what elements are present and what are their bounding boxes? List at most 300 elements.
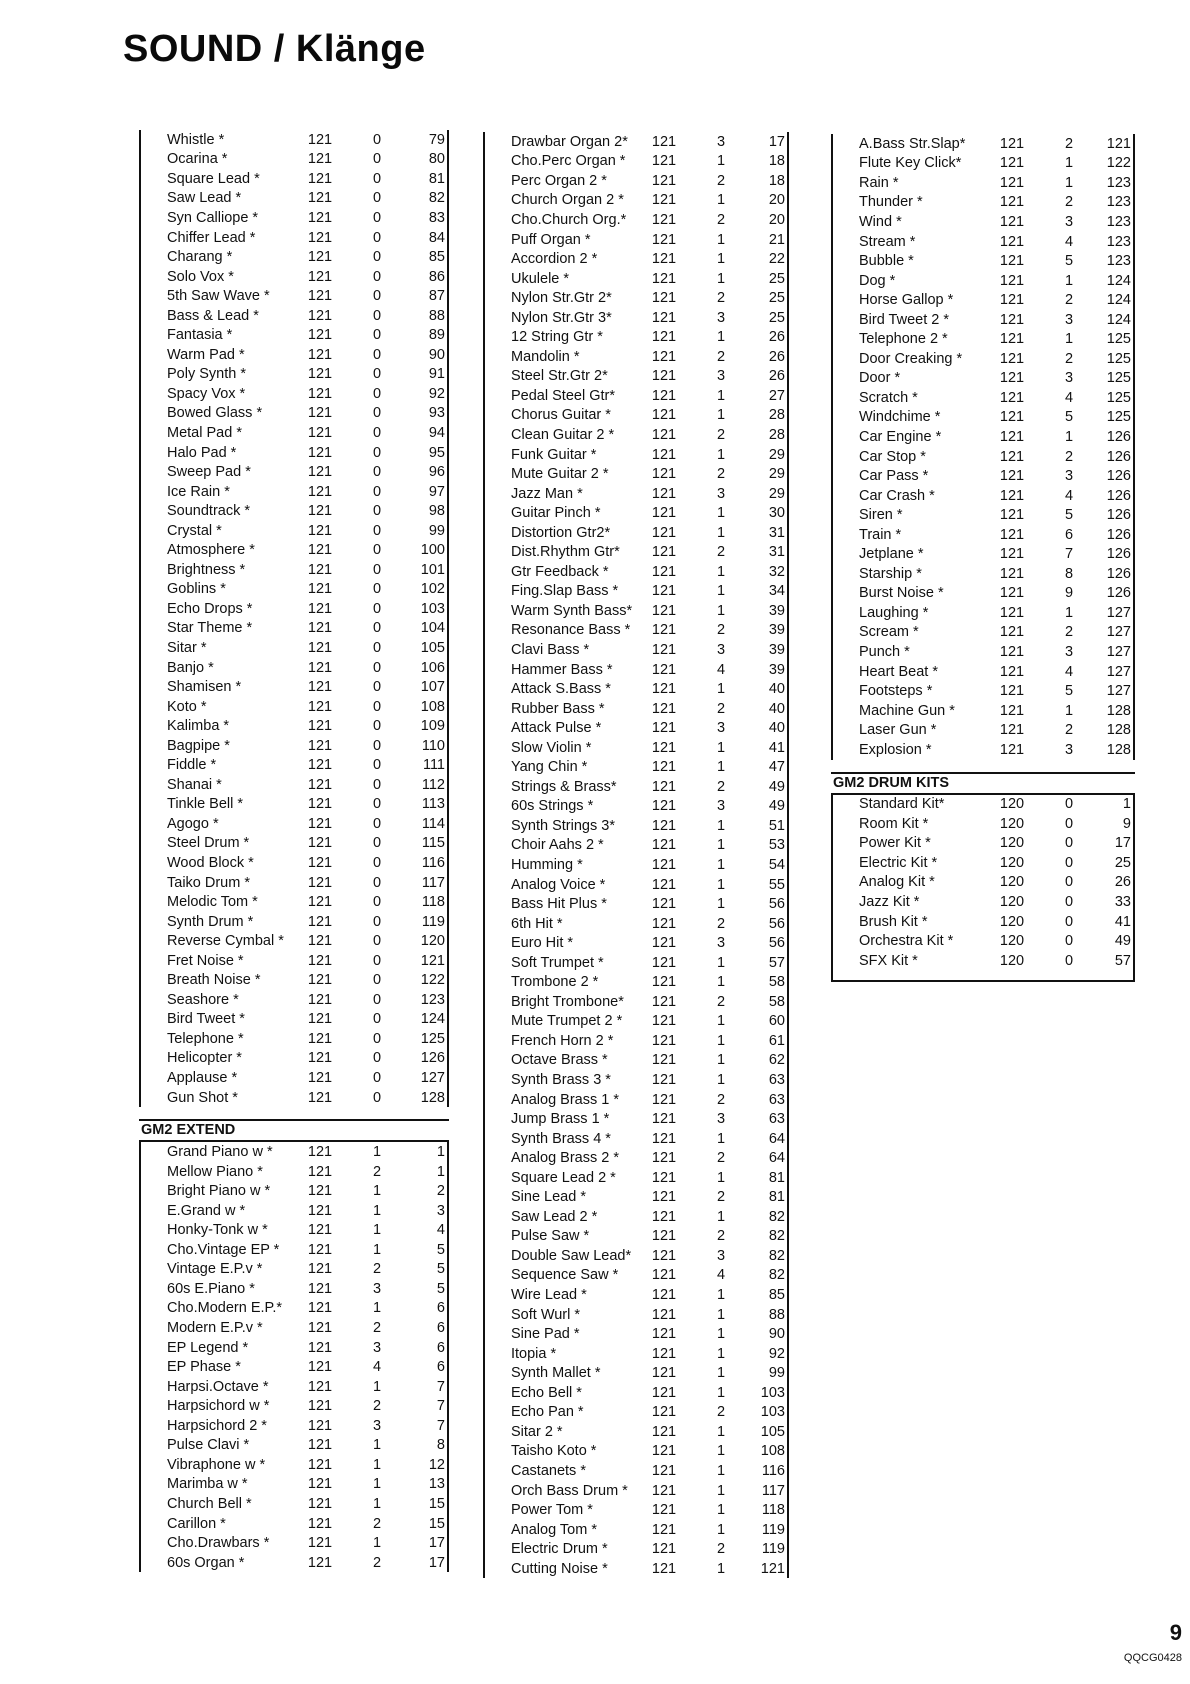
table-row	[141, 756, 447, 776]
table-row	[141, 697, 447, 717]
table-row	[141, 892, 447, 912]
sound-name: Chiffer Lead *	[167, 229, 256, 246]
program-number: 97	[428, 483, 445, 500]
sound-name: Pedal Steel Gtr*	[511, 387, 615, 404]
table-row	[485, 347, 787, 367]
bank-lsb: 1	[1064, 272, 1074, 289]
table-row	[833, 310, 1133, 330]
table-row	[485, 1148, 787, 1168]
sound-name: Brush Kit *	[859, 913, 928, 930]
sound-name: Electric Kit *	[859, 854, 938, 871]
bank-msb: 121	[307, 835, 333, 852]
bank-msb: 121	[999, 487, 1025, 504]
table-row	[141, 1260, 447, 1280]
sound-name: Attack S.Bass *	[511, 681, 611, 698]
program-number: 56	[768, 915, 785, 932]
gm-sounds-table	[139, 130, 449, 1107]
bank-lsb: 0	[372, 972, 382, 989]
column-2	[483, 132, 789, 1578]
table-row	[485, 1031, 787, 1051]
program-number: 123	[420, 991, 445, 1008]
bank-msb: 121	[307, 1202, 333, 1219]
bank-msb: 121	[651, 1306, 677, 1323]
bank-lsb: 1	[716, 1287, 726, 1304]
program-number: 62	[768, 1052, 785, 1069]
bank-lsb: 0	[372, 366, 382, 383]
bank-lsb: 1	[716, 1032, 726, 1049]
program-number: 123	[1106, 174, 1131, 191]
bank-lsb: 2	[716, 622, 726, 639]
sound-name: Analog Brass 2 *	[511, 1150, 620, 1167]
sound-name: Ocarina *	[167, 151, 228, 168]
sound-name: 60s Organ *	[167, 1554, 245, 1571]
bank-msb: 121	[651, 1032, 677, 1049]
table-row	[141, 795, 447, 815]
bank-lsb: 1	[716, 681, 726, 698]
table-row	[141, 540, 447, 560]
bank-lsb: 0	[1064, 933, 1074, 950]
bank-lsb: 0	[372, 796, 382, 813]
bank-lsb: 1	[1064, 702, 1074, 719]
program-number: 51	[768, 817, 785, 834]
program-number: 123	[1106, 253, 1131, 270]
bank-msb: 121	[999, 194, 1025, 211]
gm2-extend-table-continued-2	[831, 134, 1135, 760]
bank-msb: 121	[651, 1208, 677, 1225]
table-row	[485, 464, 787, 484]
bank-lsb: 0	[372, 483, 382, 500]
sound-name: EP Phase *	[167, 1359, 241, 1376]
program-number: 108	[420, 698, 445, 715]
program-number: 30	[768, 505, 785, 522]
sound-name: Mellow Piano *	[167, 1163, 263, 1180]
bank-msb: 121	[307, 1089, 333, 1106]
bank-lsb: 0	[372, 151, 382, 168]
bank-lsb: 3	[716, 935, 726, 952]
program-number: 126	[1106, 468, 1131, 485]
sound-name: Vibraphone w *	[167, 1456, 266, 1473]
sound-name: Room Kit *	[859, 815, 929, 832]
program-number: 124	[1106, 272, 1131, 289]
sound-name: Attack Pulse *	[511, 720, 602, 737]
sound-name: Yang Chin *	[511, 759, 588, 776]
sound-name: Agogo *	[167, 815, 219, 832]
table-row	[833, 701, 1133, 721]
bank-msb: 120	[999, 815, 1025, 832]
program-number: 126	[1106, 487, 1131, 504]
bank-lsb: 1	[372, 1300, 382, 1317]
table-row	[141, 1240, 447, 1260]
table-row	[833, 584, 1133, 604]
program-number: 18	[768, 153, 785, 170]
bank-lsb: 0	[372, 424, 382, 441]
bank-lsb: 5	[1064, 253, 1074, 270]
bank-msb: 121	[651, 1052, 677, 1069]
bank-msb: 121	[651, 485, 677, 502]
table-row	[141, 1455, 447, 1475]
bank-lsb: 2	[1064, 624, 1074, 641]
sound-name: Kalimba *	[167, 718, 230, 735]
bank-msb: 121	[651, 544, 677, 561]
program-number: 125	[420, 1030, 445, 1047]
table-row	[141, 267, 447, 287]
gm2-extend-table-continued	[483, 132, 789, 1578]
program-number: 125	[1106, 350, 1131, 367]
bank-lsb: 5	[1064, 409, 1074, 426]
program-number: 121	[1106, 135, 1131, 152]
bank-msb: 121	[307, 796, 333, 813]
table-row	[485, 836, 787, 856]
program-number: 2	[436, 1183, 445, 1200]
bank-msb: 121	[307, 561, 333, 578]
bank-msb: 121	[307, 1515, 333, 1532]
program-number: 93	[428, 405, 445, 422]
program-number: 7	[436, 1378, 445, 1395]
bank-lsb: 0	[372, 620, 382, 637]
sound-name: Dist.Rhythm Gtr*	[511, 544, 620, 561]
table-row	[485, 1500, 787, 1520]
program-number: 49	[768, 798, 785, 815]
program-number: 28	[768, 407, 785, 424]
program-number: 84	[428, 229, 445, 246]
sound-name: Door Creaking *	[859, 350, 963, 367]
program-number: 81	[768, 1169, 785, 1186]
bank-msb: 121	[307, 855, 333, 871]
table-row	[141, 658, 447, 678]
table-row	[485, 718, 787, 738]
program-number: 125	[1106, 331, 1131, 348]
sound-name: 6th Hit *	[511, 915, 563, 932]
table-row	[833, 623, 1133, 643]
sound-name: Analog Tom *	[511, 1521, 597, 1538]
sound-name: Synth Drum *	[167, 913, 254, 930]
program-number: 91	[428, 366, 445, 383]
sound-name: Standard Kit*	[859, 796, 945, 813]
table-row	[485, 1422, 787, 1442]
bank-msb: 121	[999, 663, 1025, 680]
bank-msb: 121	[651, 720, 677, 737]
table-row	[485, 933, 787, 953]
table-row	[485, 1266, 787, 1286]
program-number: 119	[761, 1541, 785, 1558]
bank-msb: 121	[651, 1169, 677, 1186]
program-number: 82	[428, 190, 445, 207]
program-number: 119	[761, 1521, 785, 1538]
bank-msb: 121	[307, 1183, 333, 1200]
program-number: 128	[1106, 702, 1131, 719]
bank-lsb: 1	[716, 896, 726, 913]
program-number: 39	[768, 602, 785, 619]
table-row	[141, 501, 447, 521]
sound-name: Fiddle *	[167, 757, 217, 774]
sound-name: Fantasia *	[167, 327, 233, 344]
bank-lsb: 0	[1064, 952, 1074, 969]
sound-name: Taiko Drum *	[167, 874, 250, 891]
table-row	[833, 720, 1133, 740]
bank-lsb: 4	[716, 1267, 726, 1284]
gm2-extend-heading: GM2 EXTEND	[139, 1119, 449, 1142]
table-row	[485, 1383, 787, 1403]
table-row	[141, 462, 447, 482]
bank-msb: 121	[651, 192, 677, 209]
program-number: 109	[420, 718, 445, 735]
bank-msb: 121	[651, 876, 677, 893]
bank-msb: 121	[307, 972, 333, 989]
sound-name: Warm Pad *	[167, 346, 245, 363]
program-number: 126	[1106, 526, 1131, 543]
table-row	[833, 564, 1133, 584]
sound-name: Jazz Man *	[511, 485, 583, 502]
program-number: 15	[428, 1495, 445, 1512]
table-row	[833, 212, 1133, 232]
bank-lsb: 7	[1064, 546, 1074, 563]
sound-name: Itopia *	[511, 1345, 557, 1362]
program-number: 125	[1106, 389, 1131, 406]
sound-name: Sine Pad *	[511, 1326, 580, 1343]
sound-name: Power Kit *	[859, 835, 931, 852]
table-row	[485, 992, 787, 1012]
program-number: 40	[768, 681, 785, 698]
bank-msb: 121	[651, 251, 677, 268]
program-number: 85	[768, 1287, 785, 1304]
program-number: 121	[420, 952, 445, 969]
bank-msb: 121	[307, 229, 333, 246]
sound-name: Sweep Pad *	[167, 464, 251, 481]
program-number: 116	[421, 855, 445, 871]
sound-name: Slow Violin *	[511, 739, 592, 756]
table-row	[141, 1357, 447, 1377]
bank-msb: 121	[307, 464, 333, 481]
bank-lsb: 1	[716, 407, 726, 424]
sound-name: Breath Noise *	[167, 972, 261, 989]
bank-lsb: 3	[372, 1339, 382, 1356]
program-number: 102	[420, 581, 445, 598]
bank-msb: 121	[651, 817, 677, 834]
bank-lsb: 1	[716, 857, 726, 873]
bank-msb: 121	[651, 466, 677, 483]
program-number: 64	[768, 1150, 785, 1167]
program-number: 92	[428, 385, 445, 402]
table-row	[833, 329, 1133, 349]
bank-msb: 121	[651, 1287, 677, 1304]
table-row	[485, 230, 787, 250]
bank-lsb: 3	[372, 1280, 382, 1297]
bank-lsb: 2	[716, 1541, 726, 1558]
bank-msb: 121	[307, 698, 333, 715]
sound-name: Pulse Clavi *	[167, 1437, 250, 1454]
bank-lsb: 0	[372, 190, 382, 207]
bank-msb: 121	[999, 311, 1025, 328]
bank-msb: 121	[307, 307, 333, 324]
sound-name: Nylon Str.Gtr 2*	[511, 290, 612, 307]
bank-msb: 121	[999, 546, 1025, 563]
table-row	[141, 345, 447, 365]
bank-msb: 121	[307, 1320, 333, 1337]
bank-msb: 121	[307, 288, 333, 305]
bank-msb: 121	[651, 622, 677, 639]
sound-name: Scream *	[859, 624, 919, 641]
bank-lsb: 1	[372, 1437, 382, 1454]
sound-name: Machine Gun *	[859, 702, 955, 719]
bank-msb: 121	[651, 446, 677, 463]
bank-msb: 121	[651, 935, 677, 952]
bank-lsb: 0	[372, 307, 382, 324]
bank-msb: 121	[307, 1378, 333, 1395]
program-number: 82	[768, 1228, 785, 1245]
program-number: 18	[768, 172, 785, 189]
bank-msb: 121	[999, 213, 1025, 230]
bank-lsb: 0	[1064, 796, 1074, 813]
program-number: 126	[1106, 507, 1131, 524]
bank-msb: 121	[307, 1241, 333, 1258]
program-number: 107	[420, 679, 445, 696]
table-row	[485, 953, 787, 973]
program-number: 120	[420, 933, 445, 950]
program-number: 83	[428, 209, 445, 226]
bank-lsb: 2	[716, 778, 726, 795]
sound-name: Flute Key Click*	[859, 155, 962, 172]
sound-name: Vintage E.P.v *	[167, 1261, 263, 1278]
bank-msb: 121	[307, 366, 333, 383]
table-row	[833, 134, 1133, 154]
bank-msb: 121	[307, 1554, 333, 1571]
bank-msb: 121	[651, 387, 677, 404]
sound-name: Cho.Perc Organ *	[511, 153, 626, 170]
sound-name: Bass & Lead *	[167, 307, 259, 324]
sound-name: Orchestra Kit *	[859, 933, 954, 950]
bank-lsb: 0	[372, 581, 382, 598]
sound-name: Grand Piano w *	[167, 1144, 273, 1161]
bank-msb: 121	[307, 249, 333, 266]
program-number: 99	[428, 522, 445, 539]
table-row	[833, 795, 1133, 815]
bank-lsb: 2	[716, 466, 726, 483]
program-number: 104	[420, 620, 445, 637]
sound-name: Analog Brass 1 *	[511, 1091, 620, 1108]
sound-name: Steel Str.Gtr 2*	[511, 368, 608, 385]
table-row	[485, 777, 787, 797]
bank-lsb: 0	[372, 776, 382, 793]
sound-name: Power Tom *	[511, 1502, 593, 1519]
table-row	[141, 814, 447, 834]
bank-lsb: 1	[716, 563, 726, 580]
bank-msb: 121	[651, 1111, 677, 1128]
table-row	[485, 367, 787, 387]
sound-name: Metal Pad *	[167, 424, 242, 441]
sound-name: Nylon Str.Gtr 3*	[511, 309, 612, 326]
table-row	[485, 1324, 787, 1344]
program-number: 123	[1106, 213, 1131, 230]
bank-msb: 121	[651, 1267, 677, 1284]
program-number: 81	[768, 1189, 785, 1206]
bank-msb: 121	[307, 1222, 333, 1239]
program-number: 17	[428, 1535, 445, 1552]
program-number: 47	[768, 759, 785, 776]
sound-name: Thunder *	[859, 194, 923, 211]
sound-name: Car Crash *	[859, 487, 935, 504]
sound-name: Accordion 2 *	[511, 251, 598, 268]
bank-lsb: 1	[372, 1378, 382, 1395]
table-row	[833, 388, 1133, 408]
sound-name: Soft Wurl *	[511, 1306, 581, 1323]
table-row	[485, 288, 787, 308]
table-row	[833, 834, 1133, 854]
program-number: 128	[1106, 722, 1131, 739]
bank-lsb: 0	[1064, 874, 1074, 891]
sound-name: 12 String Gtr *	[511, 329, 603, 346]
sound-name: Cho.Modern E.P.*	[167, 1300, 282, 1317]
sound-name: Cho.Drawbars *	[167, 1535, 270, 1552]
table-row	[485, 601, 787, 621]
program-number: 49	[768, 778, 785, 795]
bank-msb: 121	[651, 172, 677, 189]
program-number: 20	[768, 192, 785, 209]
program-number: 119	[421, 913, 445, 930]
program-number: 82	[768, 1247, 785, 1264]
bank-lsb: 0	[372, 288, 382, 305]
table-row	[141, 228, 447, 248]
gm2-extend-table	[139, 1142, 449, 1572]
bank-lsb: 0	[372, 1011, 382, 1028]
table-row	[833, 951, 1133, 971]
sound-name: Atmosphere *	[167, 542, 255, 559]
sound-name: Bass Hit Plus *	[511, 896, 607, 913]
program-number: 86	[428, 268, 445, 285]
table-row	[833, 814, 1133, 834]
sound-name: EP Legend *	[167, 1339, 249, 1356]
sound-name: Euro Hit *	[511, 935, 574, 952]
program-number: 4	[436, 1222, 445, 1239]
bank-msb: 121	[651, 681, 677, 698]
sound-name: Bright Piano w *	[167, 1183, 271, 1200]
program-number: 40	[768, 700, 785, 717]
bank-msb: 121	[307, 776, 333, 793]
program-number: 6	[436, 1339, 445, 1356]
bank-lsb: 1	[372, 1144, 382, 1161]
bank-lsb: 1	[716, 505, 726, 522]
bank-msb: 121	[999, 428, 1025, 445]
table-row	[141, 1010, 447, 1030]
program-number: 5	[436, 1261, 445, 1278]
bank-lsb: 1	[716, 583, 726, 600]
bank-msb: 121	[651, 133, 677, 150]
bank-msb: 121	[651, 1521, 677, 1538]
bank-lsb: 0	[372, 659, 382, 676]
sound-name: Analog Voice *	[511, 876, 606, 893]
table-row	[485, 738, 787, 758]
table-row	[485, 132, 787, 152]
bank-lsb: 0	[372, 327, 382, 344]
sound-name: Koto *	[167, 698, 207, 715]
bank-lsb: 1	[1064, 155, 1074, 172]
bank-lsb: 0	[372, 933, 382, 950]
table-row	[485, 1207, 787, 1227]
table-row	[485, 1051, 787, 1071]
table-row	[141, 716, 447, 736]
bank-msb: 121	[651, 211, 677, 228]
table-row	[485, 699, 787, 719]
bank-lsb: 1	[716, 974, 726, 991]
sound-name: Church Bell *	[167, 1495, 252, 1512]
program-number: 105	[760, 1423, 785, 1440]
table-row	[833, 912, 1133, 932]
program-number: 89	[428, 327, 445, 344]
sound-name: Car Stop *	[859, 448, 926, 465]
bank-lsb: 2	[372, 1554, 382, 1571]
program-number: 22	[768, 251, 785, 268]
program-number: 79	[428, 131, 445, 148]
bank-lsb: 0	[1064, 815, 1074, 832]
